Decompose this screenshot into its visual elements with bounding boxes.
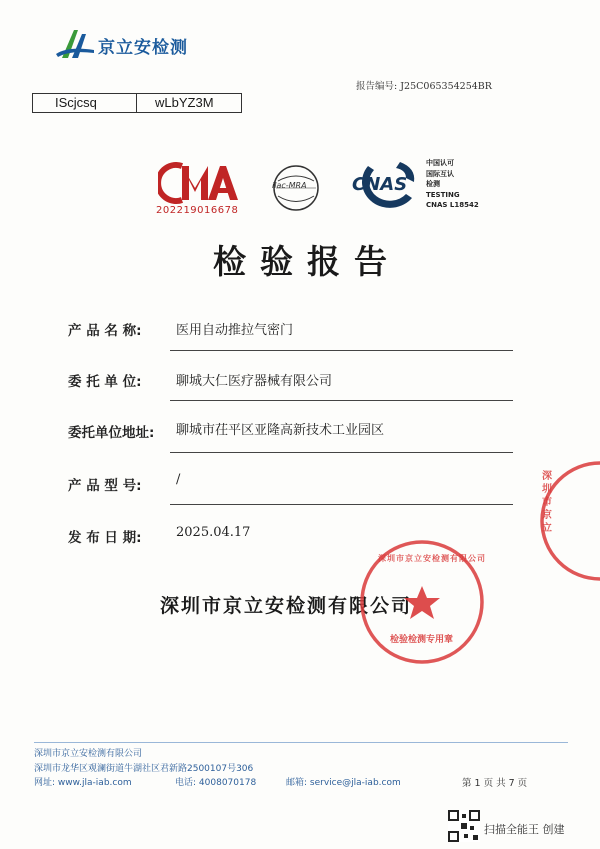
cnas-line-2: 国际互认 bbox=[426, 169, 454, 178]
footer-divider bbox=[34, 742, 568, 743]
field-label-issue-date: 发 布 日 期: bbox=[68, 530, 142, 546]
scanner-watermark: 扫描全能王 创建 bbox=[484, 823, 565, 836]
website-link[interactable]: www.jla-iab.com bbox=[57, 778, 132, 788]
report-number-label: 报告编号: bbox=[356, 81, 398, 92]
cnas-line-3: 检测 bbox=[426, 180, 440, 188]
footer-phone bbox=[175, 775, 256, 788]
code-divider bbox=[136, 94, 137, 112]
field-value-model: / bbox=[176, 472, 181, 487]
field-rule bbox=[170, 452, 513, 453]
field-label-model: 产 品 型 号: bbox=[68, 478, 142, 494]
website-label: 网址: bbox=[34, 778, 56, 788]
code-right: wLbYZ3M bbox=[155, 95, 214, 110]
qr-code-icon bbox=[448, 810, 480, 842]
cnas-side-text bbox=[426, 158, 479, 211]
email-label: 邮箱: bbox=[286, 778, 308, 788]
cma-number: 202219016678 bbox=[156, 205, 239, 216]
report-number bbox=[356, 78, 492, 92]
page-number: 第 1 页 共 7 页 bbox=[462, 778, 528, 789]
email-link[interactable]: service@jla-iab.com bbox=[309, 778, 401, 788]
phone-label: 电话: bbox=[175, 778, 197, 788]
field-value-client-address: 聊城市茌平区亚隆高新技术工业园区 bbox=[176, 423, 385, 438]
ilac-mra-text: ilac-MRA bbox=[272, 181, 307, 190]
code-left: IScjcsq bbox=[55, 95, 97, 110]
seal-subtext: 检验检测专用章 bbox=[390, 635, 454, 645]
field-rule bbox=[170, 350, 513, 351]
cnas-line-4: TESTING bbox=[426, 190, 460, 199]
report-number-value: J25C065354254BR bbox=[400, 81, 492, 92]
field-value-issue-date: 2025.04.17 bbox=[176, 525, 251, 540]
field-value-product-name: 医用自动推拉气密门 bbox=[176, 323, 294, 338]
field-rule bbox=[170, 400, 513, 401]
cnas-line-5: CNAS L18542 bbox=[426, 201, 479, 209]
cma-mark-icon bbox=[158, 162, 238, 204]
verification-code-box bbox=[32, 93, 242, 113]
company-logo-icon bbox=[54, 24, 96, 64]
footer-email bbox=[286, 775, 401, 788]
footer-website bbox=[34, 775, 132, 788]
field-label-product-name: 产 品 名 称: bbox=[68, 323, 142, 339]
edge-seal-text: 深圳市京立 bbox=[542, 471, 552, 534]
seal-text: 深圳市京立安检测有限公司 bbox=[378, 553, 486, 563]
cnas-mark-text: CNAS bbox=[352, 174, 408, 195]
issuer-name: 深圳市京立安检测有限公司 bbox=[160, 595, 413, 617]
footer-address: 深圳市龙华区观澜街道牛湖社区君新路2500107号306 bbox=[34, 764, 254, 774]
edge-seal-icon bbox=[530, 456, 600, 586]
cnas-line-1: 中国认可 bbox=[426, 159, 454, 167]
page-title: 检验报告 bbox=[213, 242, 401, 281]
field-value-client: 聊城大仁医疗器械有限公司 bbox=[176, 374, 333, 389]
field-rule bbox=[170, 504, 513, 505]
phone-value: 4008070178 bbox=[198, 778, 257, 788]
company-logo-text: 京立安检测 bbox=[98, 38, 188, 58]
footer-company: 深圳市京立安检测有限公司 bbox=[34, 749, 143, 759]
field-label-client-address: 委托单位地址: bbox=[68, 425, 155, 441]
field-label-client: 委 托 单 位: bbox=[68, 374, 142, 390]
